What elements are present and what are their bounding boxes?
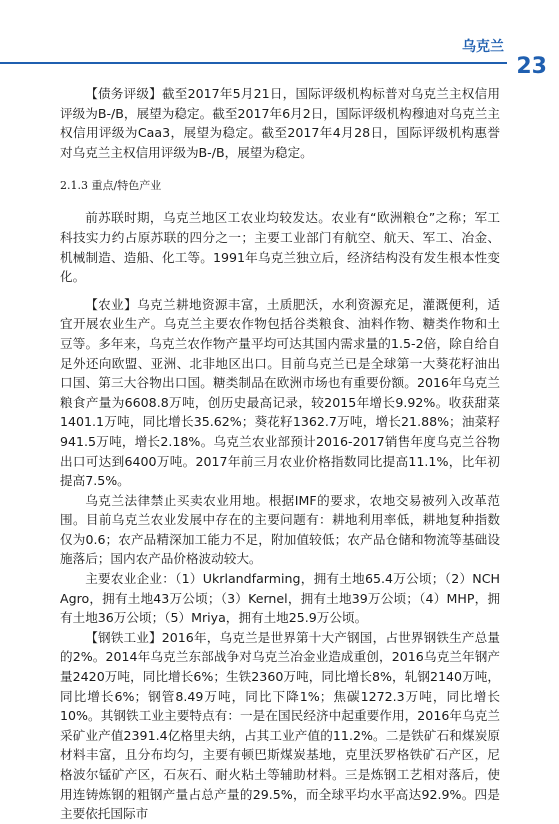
section-heading: 2.1.3 重点/特色产业 [60, 179, 162, 193]
paragraph-agri-enterprises: 主要农业企业：（1）Ukrlandfarming，拥有土地65.4万公顷；（2）NCH Agro，拥有土地43万公顷；（3）Kernel，拥有土地39万公顷；（4）MHP，拥有土地36万公顷；（5）Mriya，拥有土地25.9万公顷。 [60, 571, 500, 626]
paragraph-debt-rating: 【债务评级】截至2017年5月21日，国际评级机构标普对乌克兰主权信用评级为B-/B，展望为稳定。截至2017年6月2日，国际评级机构穆迪对乌克兰主权信用评级为Caa3，展望为稳定。截至2017年4月28日，国际评级机构惠誉对乌克兰主权信用评级为B-/B，展望为稳定。 [60, 86, 500, 160]
paragraph-gap [60, 287, 500, 295]
paragraph-steel-industry: 【钢铁工业】2016年，乌克兰是世界第十大产钢国，占世界钢铁生产总量的2%。2014年乌克兰东部战争对乌克兰冶金业造成重创，2016乌克兰年钢产量2420万吨，同比增长6%；生铁2360万吨，同比增长8%，轧钢2140万吨，同比增长6%；钢管8.49万吨，同比下降1%；焦碳1272.3万吨，同比增长10%。其钢铁工业主要特点有：一是在国民经济中起重要作用，2016年乌克兰采矿业产值2391.4亿格里夫纳，占其工业产值的11.2%。二是铁矿石和煤炭原材料丰富，且分布均匀，主要有顿巴斯煤炭基地，克里沃罗格铁矿石产区，尼格波尔锰矿产区，石灰石、耐火粘土等辅助材料。三是炼钢工艺相对落后，使用连铸炼钢的粗钢产量占总产量的29.5%，而全球平均水平高达92.9%。四是主要依托国际市 [60, 629, 500, 822]
header-country-name: 乌克兰 [462, 39, 504, 55]
page-number: 23 [516, 54, 547, 79]
paragraph-land-law: 乌克兰法律禁止买卖农业用地。根据IMF的要求，农地交易被列入改革范围。目前乌克兰农业发展中存在的主要问题有：耕地利用率低，耕地复种指数仅为0.6；农产品精深加工能力不足，附加值较低；农产品仓储和物流等基础设施落后；国内农产品价格波动较大。 [60, 492, 500, 567]
header-rule [0, 62, 507, 64]
document-body [60, 84, 500, 824]
paragraph-agriculture: 【农业】乌克兰耕地资源丰富，土质肥沃，水利资源充足，灌溉便利，适宜开展农业生产。乌克兰主要农作物包括谷类粮食、油料作物、糖类作物和土豆等。多年来，乌克兰农作物产量平均可达其国内需求量的1.5-2倍，除自给自足外还向欧盟、亚洲、北非地区出口。目前乌克兰已是全球第一大葵花籽油出口国、第三大谷物出口国。糖类制品在欧洲市场也有重要份额。2016年乌克兰粮食产量为6608.8万吨，创历史最高记录，较2015年增长9.92%。收获甜菜1401.1万吨，同比增长35.62%；葵花籽1362.7万吨，增长21.88%；油菜籽941.5万吨，增长2.18%。乌克兰农业部预计2016-2017销售年度乌克兰谷物出口可达到6400万吨。2017年前三月农业价格指数同比提高11.1%，比年初提高7.5%。 [60, 296, 500, 489]
paragraph-overview: 前苏联时期，乌克兰地区工农业均较发达。农业有“欧洲粮仓”之称；军工科技实力约占原苏联的四分之一；主要工业部门有航空、航天、军工、冶金、机械制造、造船、化工等。1991年乌克兰独立后，经济结构没有发生根本性变化。 [60, 210, 500, 285]
